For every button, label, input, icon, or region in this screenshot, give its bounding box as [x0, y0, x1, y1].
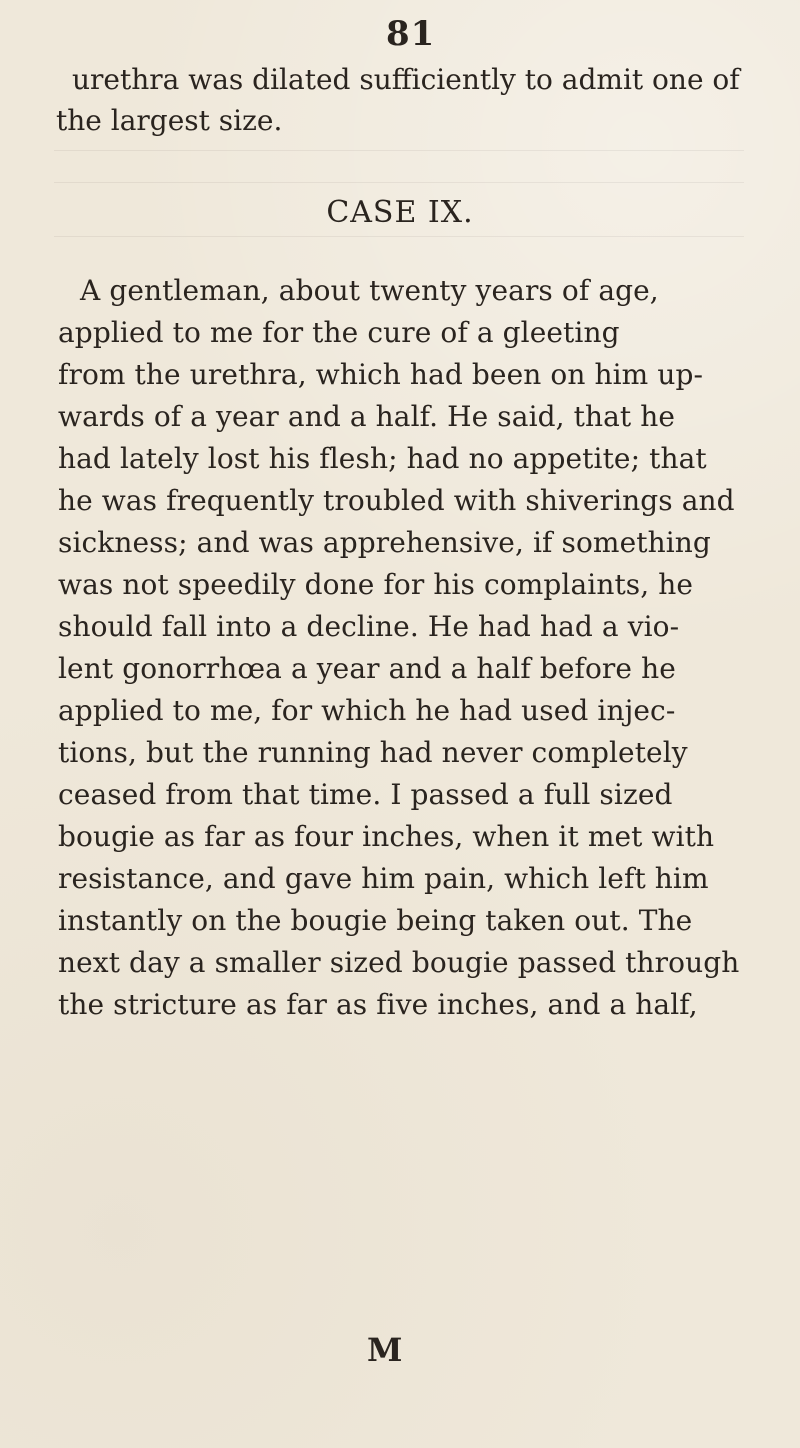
body-line-13: ceased from that time. I passed a full sized	[58, 778, 673, 811]
body-line-8: was not speedily done for his complaints, he	[58, 568, 694, 601]
body-line-18: the stricture as far as five inches, and a half,	[58, 988, 698, 1021]
top-line-1: urethra was dilated sufficiently to admit one of	[72, 63, 740, 96]
body-line-3: from the urethra, which had been on him up-	[58, 358, 704, 391]
bleed-through-line	[54, 182, 744, 183]
body-line-11: applied to me, for which he had used injec-	[58, 694, 676, 727]
body-line-14: bougie as far as four inches, when it met with	[58, 820, 715, 853]
case-heading: CASE IX.	[326, 195, 474, 230]
bleed-through-line	[54, 236, 744, 237]
body-line-5: had lately lost his flesh; had no appetite; that	[58, 442, 707, 475]
bleed-through-line	[54, 150, 744, 151]
body-line-7: sickness; and was apprehensive, if something	[58, 526, 711, 559]
body-line-4: wards of a year and a half. He said, that he	[58, 400, 676, 433]
page-number: 81	[386, 14, 436, 54]
body-line-17: next day a smaller sized bougie passed through	[58, 946, 740, 979]
top-paragraph	[56, 60, 746, 141]
signature-mark: M	[367, 1331, 403, 1369]
top-line-2: the largest size.	[56, 103, 283, 137]
body-line-10: lent gonorrhœa a year and a half before he	[58, 652, 676, 685]
body-line-15: resistance, and gave him pain, which left him	[58, 862, 709, 895]
body-line-12: tions, but the running had never completely	[58, 736, 688, 769]
case-paragraph	[58, 270, 758, 1026]
body-line-9: should fall into a decline. He had had a vio-	[58, 610, 680, 643]
body-line-6: he was frequently troubled with shiverings and	[58, 484, 735, 517]
body-line-1: A gentleman, about twenty years of age,	[80, 274, 659, 307]
body-line-2: applied to me for the cure of a gleeting	[58, 316, 620, 349]
body-line-16: instantly on the bougie being taken out. The	[58, 904, 693, 937]
